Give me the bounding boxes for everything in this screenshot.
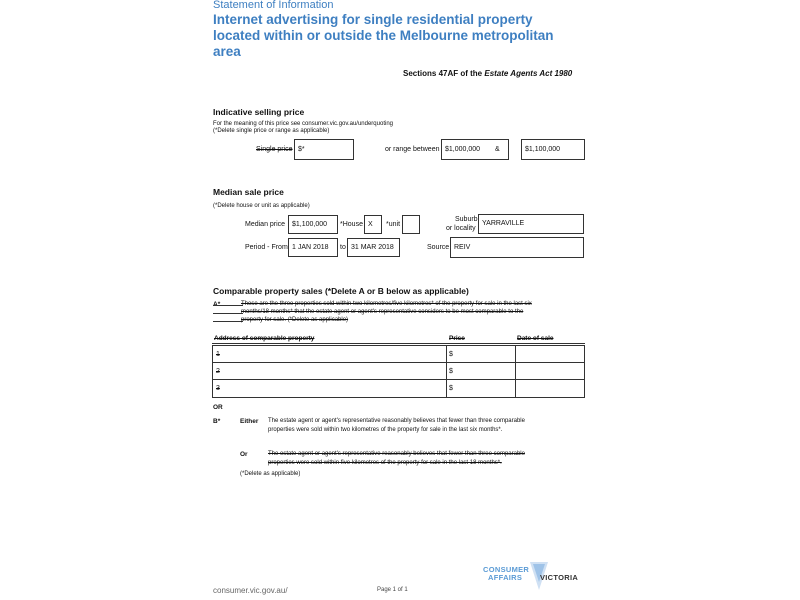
comparable-sales-heading: Comparable property sales (*Delete A or B below as applicable) bbox=[213, 286, 469, 296]
single-price-label: Single price bbox=[256, 146, 293, 153]
column-divider bbox=[515, 380, 516, 397]
period-from-label: Period - From bbox=[245, 244, 288, 251]
or-option-text-1: The estate agent or agent's representative reasonably believes that fewer than three comparable bbox=[268, 451, 525, 457]
document-subtitle: Statement of Information bbox=[213, 0, 334, 11]
col-price-header: Price bbox=[449, 335, 465, 342]
or-option-text-2: properties were sold within five kilometres of the property for sale in the last 18 months*. bbox=[268, 460, 502, 466]
table-header-rule bbox=[212, 343, 585, 344]
median-price-heading: Median sale price bbox=[213, 187, 284, 197]
indicative-price-heading: Indicative selling price bbox=[213, 107, 305, 117]
range-high-field[interactable]: $1,100,000 bbox=[521, 139, 585, 160]
delete-single-note: (*Delete single price or range as applicable) bbox=[213, 128, 330, 134]
period-to-field[interactable]: 31 MAR 2018 bbox=[347, 238, 400, 257]
document-title-line-1: Internet advertising for single residential property bbox=[213, 12, 533, 27]
option-a-text-1: These are the three properties sold within two kilometres/five kilometres* of the property for sale in the last six bbox=[241, 301, 532, 307]
range-low-field[interactable]: $1,000,000 bbox=[441, 139, 509, 160]
column-divider bbox=[446, 380, 447, 397]
document-title-line-3: area bbox=[213, 44, 241, 59]
underquoting-note: For the meaning of this price see consumer.vic.gov.au/underquoting bbox=[213, 121, 393, 127]
unit-label: *unit bbox=[386, 221, 401, 228]
or-separator: OR bbox=[213, 404, 223, 411]
table-row bbox=[212, 362, 585, 380]
option-a-text-3: property for sale. (*Delete as applicable) bbox=[241, 317, 349, 323]
logo-consumer-text: CONSUMER bbox=[483, 565, 530, 574]
range-between-label: or range between bbox=[385, 146, 440, 153]
either-text-1: The estate agent or agent's representative reasonably believes that fewer than three comparable bbox=[268, 418, 525, 424]
either-text-2: properties were sold within two kilometres of the property for sale in the last six months*. bbox=[268, 427, 503, 433]
option-a-strike-line-3 bbox=[213, 321, 243, 322]
consumer-affairs-victoria-logo bbox=[482, 560, 592, 592]
act-reference-name: Estate Agents Act 1980 bbox=[484, 69, 573, 78]
column-divider bbox=[446, 346, 447, 362]
period-from-field[interactable]: 1 JAN 2018 bbox=[288, 238, 338, 257]
suburb-label-line2: or locality bbox=[446, 225, 476, 232]
delete-applicable-note: (*Delete as applicable) bbox=[240, 471, 301, 477]
or-option-label: Or bbox=[240, 451, 248, 458]
table-row bbox=[212, 379, 585, 398]
house-label: *House bbox=[340, 221, 363, 228]
col-address-header: Address of comparable property bbox=[214, 335, 315, 342]
document-title-line-2: located within or outside the Melbourne metropolitan bbox=[213, 28, 554, 43]
row-number: 3 bbox=[216, 385, 220, 392]
period-to-label: to bbox=[340, 244, 346, 251]
column-divider bbox=[446, 363, 447, 379]
column-divider bbox=[515, 363, 516, 379]
delete-house-unit-note: (*Delete house or unit as applicable) bbox=[213, 203, 310, 209]
logo-victoria-text: VICTORIA bbox=[540, 573, 579, 582]
footer-url[interactable]: consumer.vic.gov.au/ bbox=[213, 586, 288, 595]
row-number: 2 bbox=[216, 368, 220, 375]
row-number: 1 bbox=[216, 351, 220, 358]
page-number: Page 1 of 1 bbox=[377, 587, 408, 593]
option-a-strike-line-2 bbox=[213, 313, 243, 314]
unit-field[interactable] bbox=[402, 215, 420, 234]
source-label: Source bbox=[427, 244, 450, 251]
house-field[interactable]: X bbox=[364, 215, 382, 234]
row-price[interactable]: $ bbox=[449, 385, 453, 392]
act-reference-prefix: Sections 47AF of the bbox=[403, 69, 485, 78]
median-price-field[interactable]: $1,100,000 bbox=[288, 215, 338, 234]
option-a-text-2: months/18 months* that the estate agent or agent's representative considers to be most comparable to the bbox=[241, 309, 524, 315]
row-price[interactable]: $ bbox=[449, 351, 453, 358]
and-label: & bbox=[495, 146, 500, 153]
table-row bbox=[212, 345, 585, 363]
option-b-label: B* bbox=[213, 418, 221, 425]
row-price[interactable]: $ bbox=[449, 368, 453, 375]
either-label: Either bbox=[240, 418, 259, 425]
median-price-label: Median price bbox=[245, 221, 286, 228]
suburb-field[interactable]: YARRAVILLE bbox=[478, 214, 584, 234]
source-field[interactable]: REIV bbox=[450, 237, 584, 258]
suburb-label-line1: Suburb bbox=[455, 216, 478, 223]
col-date-header: Date of sale bbox=[517, 335, 554, 342]
option-a-strike-line bbox=[213, 305, 243, 306]
column-divider bbox=[515, 346, 516, 362]
logo-affairs-text: AFFAIRS bbox=[488, 573, 523, 582]
act-reference bbox=[403, 69, 572, 78]
single-price-field[interactable]: $* bbox=[294, 139, 354, 160]
